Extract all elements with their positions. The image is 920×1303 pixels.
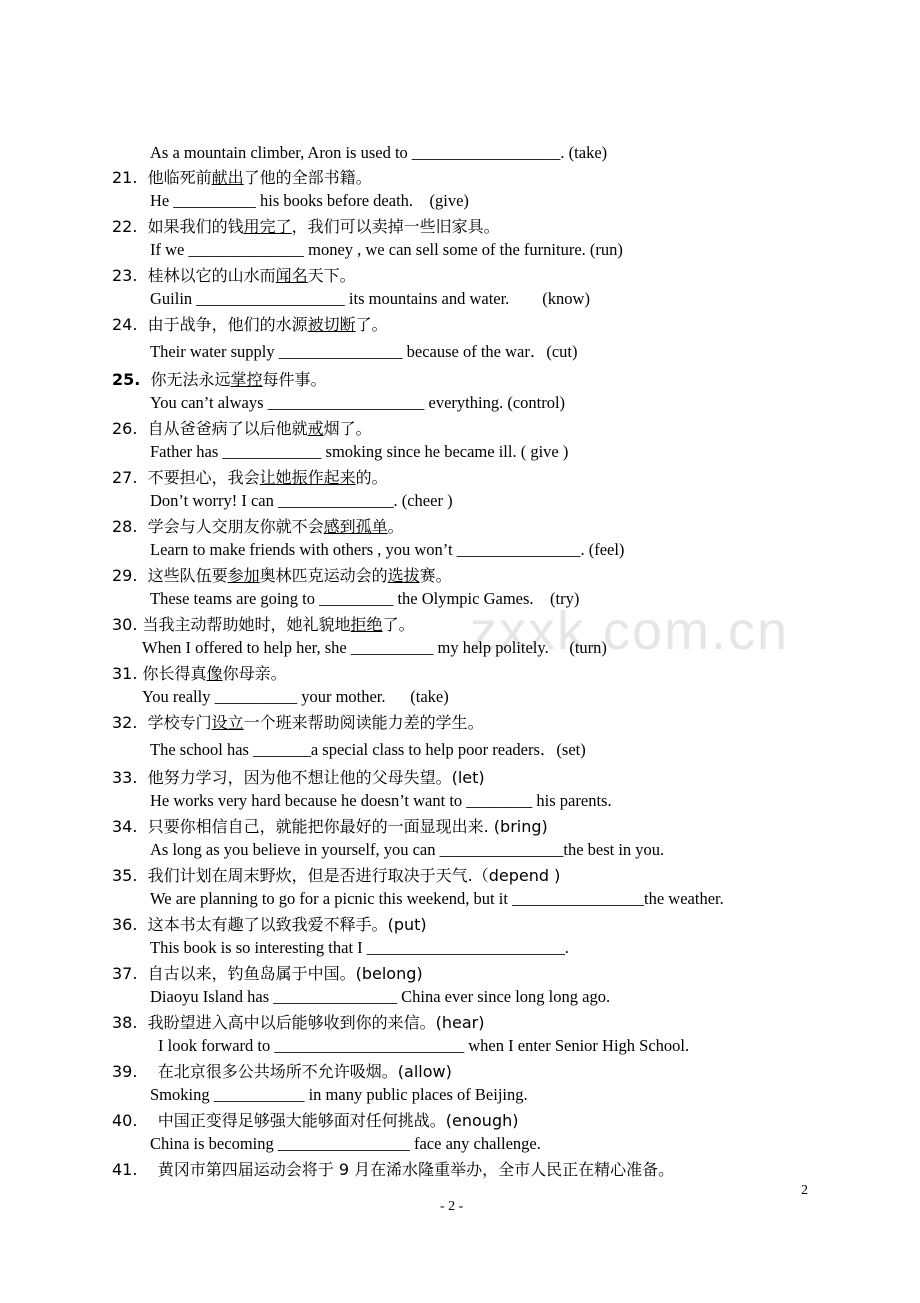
underlined-keyword: 选拔 — [387, 566, 420, 585]
question-prompt — [112, 566, 452, 586]
prompt-text: 39. 在北京很多公共场所不允许吸烟。(allow) — [112, 1062, 452, 1081]
prompt-text: 。 — [387, 517, 404, 536]
prompt-text: 23. 桂林以它的山水而 — [112, 266, 276, 285]
page-number-right: 2 — [801, 1183, 808, 1198]
underlined-keyword: 献出 — [211, 168, 244, 187]
question-prompt — [112, 419, 372, 439]
answer-sentence: Diaoyu Island has _______________ China ever since long long ago. — [150, 987, 611, 1006]
underlined-keyword: 戒 — [307, 419, 324, 438]
question-prompt — [112, 1062, 452, 1082]
prompt-text: 32. 学校专门 — [112, 713, 212, 732]
prompt-text: 37. 自古以来，钓鱼岛属于中国。(belong) — [112, 964, 423, 983]
page-number-footer: - 2 - — [440, 1199, 464, 1214]
underlined-keyword: 闻名 — [275, 266, 308, 285]
prompt-text: 了他的全部书籍。 — [243, 168, 372, 187]
question-prompt — [112, 915, 427, 935]
answer-sentence: This book is so interesting that I ________________________. — [150, 938, 569, 957]
answer-sentence: Father has ____________ smoking since he became ill. ( give ) — [150, 442, 569, 461]
underlined-keyword: 参加 — [227, 566, 260, 585]
question-prompt — [112, 664, 287, 684]
question-prompt — [112, 1111, 519, 1131]
prompt-text: 22. 如果我们的钱 — [112, 217, 244, 236]
prompt-text: 烟了。 — [323, 419, 372, 438]
answer-sentence: Don’t worry! I can ______________. (cheer ) — [150, 491, 453, 510]
answer-sentence: Learn to make friends with others , you won’t _______________. (feel) — [150, 540, 625, 559]
prompt-text: 36. 这本书太有趣了以致我爱不释手。(put) — [112, 915, 427, 934]
underlined-keyword: 用完了 — [243, 217, 292, 236]
answer-sentence: Their water supply _______________ because of the war．(cut) — [150, 342, 578, 361]
prompt-text: 你无法永远 — [140, 370, 231, 389]
answer-sentence: He works very hard because he doesn’t want to ________ his parents. — [150, 791, 612, 810]
answer-sentence: If we ______________ money , we can sell some of the furniture. (run) — [150, 240, 623, 259]
prompt-text: 了。 — [382, 615, 415, 634]
question-prompt — [112, 266, 356, 286]
answer-sentence: He __________ his books before death. (give) — [150, 191, 469, 210]
answer-sentence: Smoking ___________ in many public places of Beijing. — [150, 1085, 528, 1104]
underlined-keyword: 被切断 — [307, 315, 356, 334]
question-prompt — [112, 315, 388, 335]
prompt-text: 的。 — [355, 468, 388, 487]
prompt-text: 赛。 — [419, 566, 452, 585]
prompt-text: 25. — [112, 370, 141, 389]
underlined-keyword: 让她振作起来 — [259, 468, 356, 487]
underlined-keyword: 掌控 — [230, 370, 263, 389]
answer-sentence: You can’t always ___________________ everything. (control) — [150, 393, 566, 412]
answer-sentence: I look forward to _______________________ when I enter Senior High School. — [158, 1036, 690, 1055]
answer-sentence: As a mountain climber, Aron is used to __________________. (take) — [150, 143, 608, 162]
question-prompt — [112, 468, 388, 488]
question-prompt — [112, 866, 560, 886]
prompt-text: 38. 我盼望进入高中以后能够收到你的来信。(hear) — [112, 1013, 485, 1032]
prompt-text: 28. 学会与人交朋友你就不会 — [112, 517, 324, 536]
answer-sentence: When I offered to help her, she __________ my help politely. (turn) — [142, 638, 607, 657]
question-prompt — [112, 615, 415, 635]
prompt-text: 天下。 — [307, 266, 356, 285]
answer-sentence: Guilin __________________ its mountains and water. (know) — [150, 289, 590, 308]
question-prompt — [112, 168, 372, 188]
prompt-text: 40. 中国正变得足够强大能够面对任何挑战。(enough) — [112, 1111, 519, 1130]
question-prompt — [112, 713, 484, 733]
prompt-text: 奥林匹克运动会的 — [259, 566, 388, 585]
prompt-text: 27. 不要担心，我会 — [112, 468, 260, 487]
question-prompt — [112, 517, 404, 537]
prompt-text: 了。 — [355, 315, 388, 334]
prompt-text: 一个班来帮助阅读能力差的学生。 — [243, 713, 484, 732]
answer-sentence: We are planning to go for a picnic this weekend, but it ________________the weather. — [150, 889, 724, 908]
prompt-text: 34. 只要你相信自己，就能把你最好的一面显现出来. (bring) — [112, 817, 548, 836]
prompt-text: 21. 他临死前 — [112, 168, 212, 187]
prompt-text: 每件事。 — [262, 370, 327, 389]
prompt-text: 24. 由于战争，他们的水源 — [112, 315, 308, 334]
prompt-text: 41. 黄冈市第四届运动会将于 9 月在浠水隆重举办，全市人民正在精心准备。 — [112, 1160, 675, 1179]
question-prompt — [112, 817, 548, 837]
answer-sentence: The school has _______a special class to help poor readers．(set) — [150, 740, 586, 759]
watermark-text: zxxk.com.cn — [470, 601, 790, 661]
underlined-keyword: 像 — [206, 664, 223, 683]
question-prompt — [112, 370, 327, 390]
prompt-text: ，我们可以卖掉一些旧家具。 — [291, 217, 500, 236]
question-prompt — [112, 217, 500, 237]
prompt-text: 26. 自从爸爸病了以后他就 — [112, 419, 308, 438]
answer-sentence: These teams are going to _________ the Olympic Games. (try) — [150, 589, 580, 608]
question-prompt — [112, 768, 485, 788]
prompt-text: 35. 我们计划在周末野炊，但是否进行取决于天气.（depend ) — [112, 866, 561, 885]
question-prompt — [112, 964, 423, 984]
question-prompt — [112, 1160, 674, 1180]
underlined-keyword: 拒绝 — [350, 615, 383, 634]
underlined-keyword: 感到孤单 — [323, 517, 388, 536]
prompt-text: 31. 你长得真 — [112, 664, 207, 683]
prompt-text: 29. 这些队伍要 — [112, 566, 228, 585]
answer-sentence: As long as you believe in yourself, you can _______________the best in you. — [150, 840, 665, 859]
prompt-text: 你母亲。 — [222, 664, 287, 683]
answer-sentence: China is becoming ________________ face any challenge. — [150, 1134, 541, 1153]
underlined-keyword: 设立 — [211, 713, 244, 732]
prompt-text: 33. 他努力学习，因为他不想让他的父母失望。(let) — [112, 768, 485, 787]
prompt-text: 30. 当我主动帮助她时，她礼貌地 — [112, 615, 351, 634]
answer-sentence: You really __________ your mother. (take) — [142, 687, 449, 706]
question-prompt — [112, 1013, 484, 1033]
